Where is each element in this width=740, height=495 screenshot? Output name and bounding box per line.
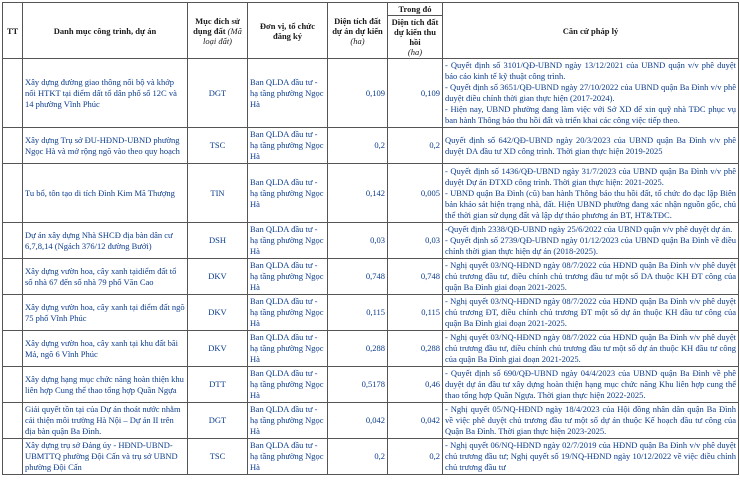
header-recovery-unit: (ha) <box>407 47 423 57</box>
recovery-area: 0,115 <box>388 295 443 331</box>
legal-basis <box>443 331 739 367</box>
project-area: 0,2 <box>328 439 388 475</box>
project-name: Dự án xây dựng Nhà SHCĐ địa bàn dân cư 6,7,8,14 (Ngách 376/12 đường Bưởi) <box>23 223 188 259</box>
registering-unit: Ban QLDA đầu tư - hạ tầng phường Ngọc Hà <box>248 128 328 164</box>
project-area: 0,109 <box>328 59 388 128</box>
legal-basis-line: - Nghị quyết 03/NQ-HĐND ngày 08/7/2022 của HĐND quận Ba Đình v/v phê duyệt chủ trương ĐT, điều chỉnh chủ trương ĐT một số dự án thuộc KH đầu tư công của quận Ba Đình giai đoạn 2021-2025. <box>445 296 736 328</box>
row-number <box>3 59 23 128</box>
header-purpose <box>188 3 248 59</box>
registering-unit: Ban QLDA đầu tư - hạ tầng phường Ngọc Hà <box>248 223 328 259</box>
header-area-label: Diện tích đất dự án dự kiến <box>332 15 383 36</box>
header-purpose-code: (Mã loại đất) <box>202 25 242 46</box>
land-use-code: TSC <box>188 439 248 475</box>
project-name: Xây dựng đường giao thông nối bộ và khớp nối HTKT tại điểm dất tổ dân phố số 12C và 14 phường Vĩnh Phúc <box>23 59 188 128</box>
row-number <box>3 439 23 475</box>
project-area: 0,042 <box>328 403 388 439</box>
legal-basis-line: -Quyết định 2338/QĐ-UBND ngày 25/6/2022 của UBND quận v/v phê duyệt dự án. <box>445 224 733 234</box>
table-row <box>3 331 739 367</box>
row-number <box>3 367 23 403</box>
row-number <box>3 295 23 331</box>
row-number <box>3 223 23 259</box>
recovery-area: 0,748 <box>388 259 443 295</box>
project-area: 0,288 <box>328 331 388 367</box>
legal-basis-line: - Nghị quyết 03/NQ-HĐND ngày 08/7/2022 của HĐND quận Ba Đình v/v phê duyệt chủ trương đầu tư, điều chỉnh chủ trương đầu tư một số DA thuộc KH ĐT công của quận Ba Đình giai đoạn 2021-2025. <box>445 260 736 292</box>
project-name: Xây dựng trụ sở Đảng ủy - HĐND-UBND-UBMTTQ phường Đội Cấn và trụ sở UBND phường Đội Cấn <box>23 439 188 475</box>
project-name: Giải quyết tồn tại của Dự án thoát nước nhằm cải thiện môi trường Hà Nội – Dự án II trên địa bàn quận Ba Đình. <box>23 403 188 439</box>
land-use-code: DKV <box>188 295 248 331</box>
legal-basis <box>443 295 739 331</box>
land-use-code: TIN <box>188 164 248 223</box>
land-use-code: DKV <box>188 259 248 295</box>
header-project: Danh mục công trình, dự án <box>23 3 188 59</box>
header-area <box>328 3 388 59</box>
legal-basis-line: - Quyết định số 3651/QĐ-UBND ngày 27/10/2022 của UBND quận Ba Đình v/v phê duyệt điều chỉnh thời gian thực hiện (2017-2024). <box>445 82 736 103</box>
legal-basis-line: - Hiện nay, UBND phường đang làm việc với Sở XD để xin quỹ nhà TĐC phục vụ ban hành Thông báo thu hồi đất và triển khai các công việc tiếp theo. <box>445 104 736 125</box>
row-number <box>3 164 23 223</box>
project-name: Xây dựng hạng mục chức năng hoàn thiện khu liên hợp Cung thể thao tổng hợp Quần Ngựa <box>23 367 188 403</box>
registering-unit: Ban QLDA đầu tư - hạ tầng phường Ngọc Hà <box>248 295 328 331</box>
legal-basis-line: - Nghị quyết 05/NQ-HĐND ngày 18/4/2023 của Hội đồng nhân dân quận Ba Đình về việc phê duyệt chủ trương đầu tư một số dự án thuộc Kế hoạch đầu tư công của Quận Ba Đình. Thời gian thực hiện 2023-2025. <box>445 404 736 436</box>
header-recovery-label: Diện tích đất dự kiến thu hồi <box>391 17 439 47</box>
header-purpose-label: Mục đích sử dụng đất <box>193 15 240 36</box>
registering-unit: Ban QLDA đầu tư - hạ tầng phường Ngọc Hà <box>248 259 328 295</box>
project-area: 0,748 <box>328 259 388 295</box>
table-row <box>3 367 739 403</box>
legal-basis <box>443 367 739 403</box>
header-recovery <box>388 16 443 59</box>
legal-basis <box>443 59 739 128</box>
table-row <box>3 439 739 475</box>
recovery-area: 0,46 <box>388 367 443 403</box>
land-use-table <box>2 2 739 475</box>
project-name: Tu bổ, tôn tạo di tích Đình Kim Mã Thượng <box>23 164 188 223</box>
legal-basis-line: - Quyết định số 690/QĐ-UBND ngày 04/4/2023 của UBND quận Ba Đình về phê duyệt dự án đầu tư xây dựng hoàn thiện hạng mục chức năng Khu liên hợp cung thể thao tổng hợp Quần Ngựa. Thời gian thực hiện 2022-2025. <box>445 368 736 400</box>
legal-basis-line: Quyết định số 642/QĐ-UBND ngày 20/3/2023 của UBND quận Ba Đình v/v phê duyệt DA đầu tư XD công trình. Thời gian thực hiện 2019-2025 <box>445 134 736 156</box>
legal-basis <box>443 164 739 223</box>
legal-basis-line: - Nghị quyết 06/NQ-HĐND ngày 02/7/2019 của HĐND quận Ba Đình v/v phê duyệt chủ trương đầu tư; Nghị quyết số 19/NQ-HĐND ngày 10/12/2022 về việc điều chỉnh chủ trương đầu tư <box>445 440 736 472</box>
project-area: 0,2 <box>328 128 388 164</box>
table-row <box>3 128 739 164</box>
project-area: 0,03 <box>328 223 388 259</box>
row-number <box>3 403 23 439</box>
land-use-code: DGT <box>188 59 248 128</box>
land-use-code: DGT <box>188 403 248 439</box>
project-name: Xây dựng Trụ sở ĐU-HĐND-UBND phường Ngọc Hà và mở rộng ngõ vào theo quy hoạch <box>23 128 188 164</box>
table-row <box>3 295 739 331</box>
header-of-which: Trong đó <box>388 3 443 16</box>
recovery-area: 0,288 <box>388 331 443 367</box>
recovery-area: 0,109 <box>388 59 443 128</box>
table-row <box>3 403 739 439</box>
legal-basis-line: - Quyết định số 3101/QĐ-UBND ngày 13/12/2021 của UBND quận v/v phê duyệt báo cáo kinh tế kỹ thuật công trình. <box>445 60 736 81</box>
header-tt: TT <box>3 3 23 59</box>
project-name: Xây dựng vườn hoa, cây xanh tạidiểm đất tổ số nhà 67 đến số nhà 79 phố Văn Cao <box>23 259 188 295</box>
project-name: Xây dựng vườn hoa, cây xanh tại điểm đất ngõ 75 phố Vĩnh Phúc <box>23 295 188 331</box>
land-use-code: DKV <box>188 331 248 367</box>
project-name: Xây dựng vườn hoa, cây xanh tại khu đất bãi Mả, ngõ 6 Vĩnh Phúc <box>23 331 188 367</box>
table-row <box>3 164 739 223</box>
header-area-unit: (ha) <box>350 35 365 46</box>
header-legal: Căn cứ pháp lý <box>443 3 739 59</box>
legal-basis <box>443 223 739 259</box>
row-number <box>3 331 23 367</box>
land-use-code: TSC <box>188 128 248 164</box>
header-unit: Đơn vị, tổ chức đăng ký <box>248 3 328 59</box>
project-area: 0,142 <box>328 164 388 223</box>
recovery-area: 0,2 <box>388 439 443 475</box>
table-row <box>3 259 739 295</box>
table-row <box>3 223 739 259</box>
legal-basis-line: - UBND quận Ba Đình (cũ) ban hành Thông báo thu hồi đất, tổ chức đo đạc lập Biên bản khảo sát hiện trạng nhà, đất. Hiện UBND phường đang xác nhận nguồn gốc, chủ thể thời gian sử dụng đất và lập dự thảo phương án BT, HT&TĐC. <box>445 187 736 220</box>
recovery-area: 0,042 <box>388 403 443 439</box>
legal-basis <box>443 128 739 164</box>
recovery-area: 0,005 <box>388 164 443 223</box>
table-row <box>3 59 739 128</box>
legal-basis-line: - Quyết định số 1436/QĐ-UBND ngày 31/7/2023 của UBND quận Ba Đình v/v phê duyệt Dự án ĐTXD công trình. Thời gian thực hiện: 2021-2025. <box>445 165 736 187</box>
project-area: 0,5178 <box>328 367 388 403</box>
registering-unit: Ban QLDA đầu tư - hạ tầng phường Ngọc Hà <box>248 331 328 367</box>
legal-basis <box>443 439 739 475</box>
row-number <box>3 128 23 164</box>
recovery-area: 0,2 <box>388 128 443 164</box>
registering-unit: Ban QLDA đầu tư - hạ tầng phường Ngọc Hà <box>248 59 328 128</box>
recovery-area: 0,03 <box>388 223 443 259</box>
legal-basis-line: - Nghị quyết 03/NQ-HĐND ngày 08/7/2022 của HĐND quận Ba Đình v/v phê duyệt chủ trương đầu tư, điều chỉnh chủ trương đầu tư một số dự án thuộc KH đầu tư công của quận Ba Đình giai đoạn 2021-2025. <box>445 332 736 364</box>
land-use-code: DTT <box>188 367 248 403</box>
legal-basis <box>443 403 739 439</box>
legal-basis-line: - Quyết định số 2739/QĐ-UBND ngày 01/12/2023 của UBND quận Ba Đình về điều chỉnh thời gian thực hiện dự án (2018-2025). <box>445 235 736 256</box>
registering-unit: Ban QLDA đầu tư - hạ tầng phường Ngọc Hà <box>248 403 328 439</box>
legal-basis <box>443 259 739 295</box>
land-use-code: DSH <box>188 223 248 259</box>
project-area: 0,115 <box>328 295 388 331</box>
registering-unit: Ban QLDA đầu tư - hạ tầng phường Ngọc Hà <box>248 164 328 223</box>
registering-unit: Ban QLDA đầu tư - hạ tầng phường Ngọc Hà <box>248 367 328 403</box>
row-number <box>3 259 23 295</box>
registering-unit: Ban QLDA đầu tư - hạ tầng phường Ngọc Hà <box>248 439 328 475</box>
